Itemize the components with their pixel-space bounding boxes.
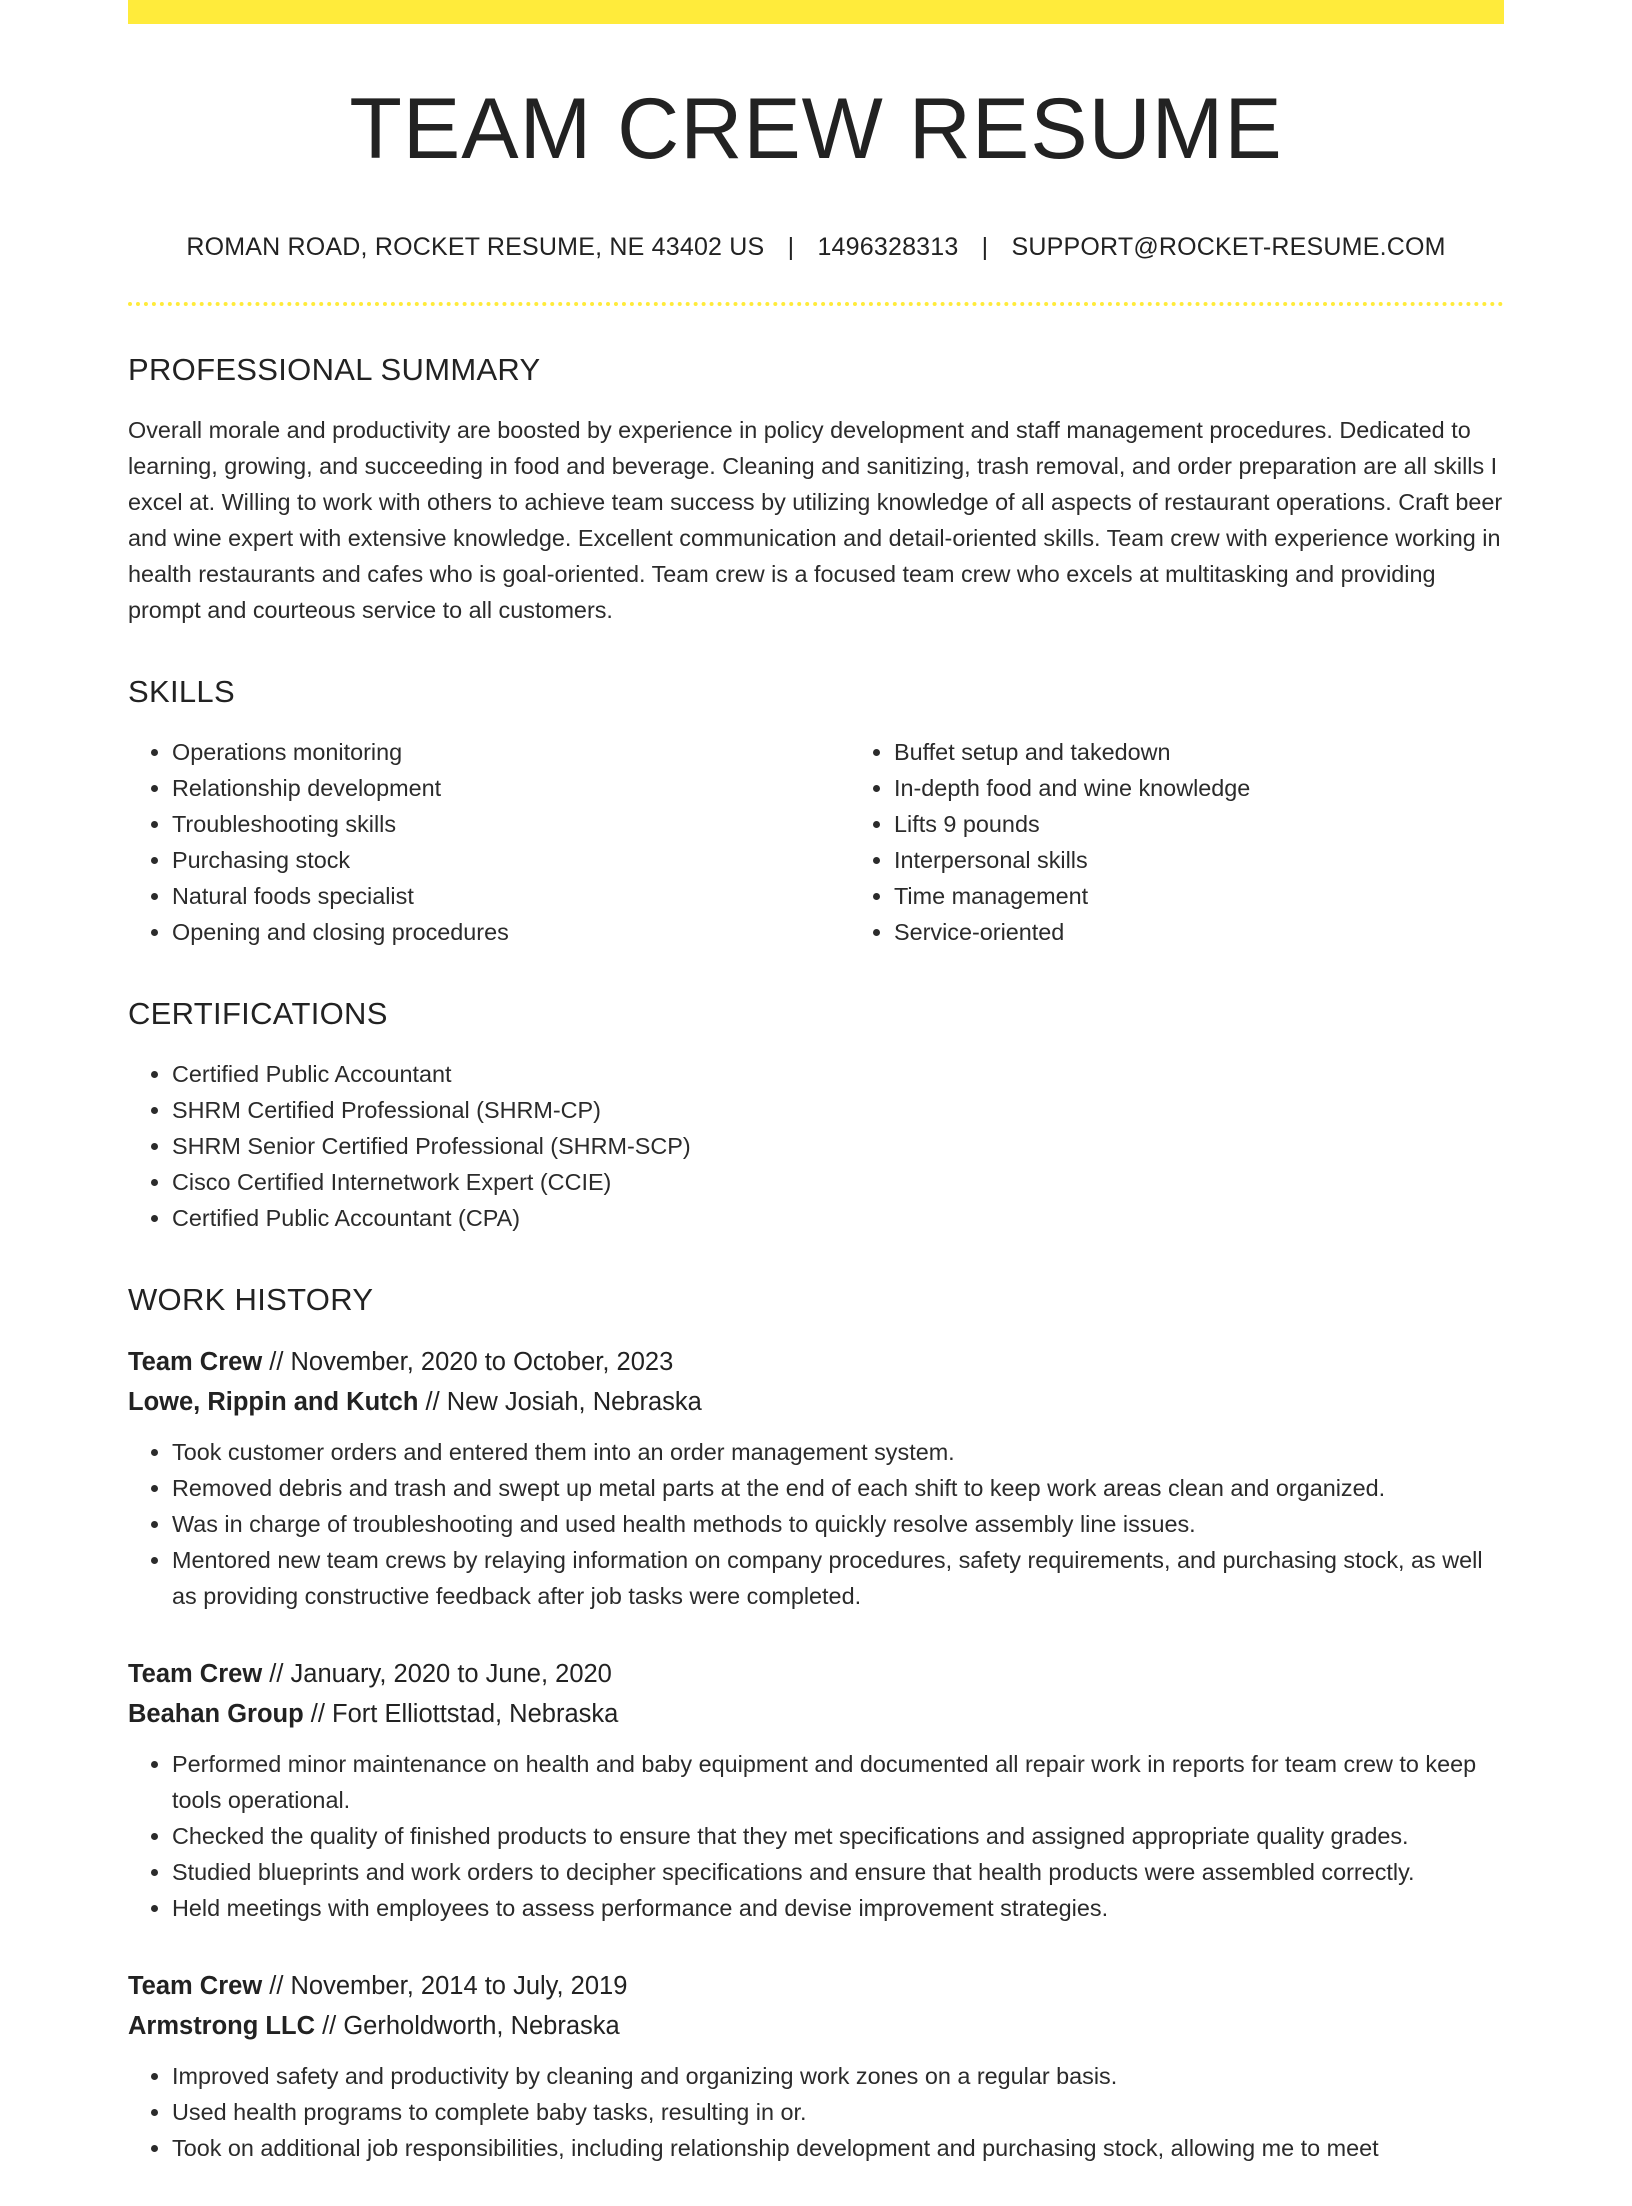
job-company-line xyxy=(128,1694,1504,1734)
job-title-line xyxy=(128,1966,1504,2006)
certification-item: • SHRM Certified Professional (SHRM-CP) xyxy=(172,1092,1504,1128)
job-title: Team Crew xyxy=(128,1659,263,1688)
job-dates: // January, 2020 to June, 2020 xyxy=(262,1659,612,1688)
job-company: Armstrong LLC xyxy=(128,2011,315,2040)
job-bullet: • Removed debris and trash and swept up metal parts at the end of each shift to keep work areas clean and organized. xyxy=(172,1470,1504,1506)
job-company-line xyxy=(128,2006,1504,2046)
summary-section xyxy=(128,352,1504,628)
certification-item: • Cisco Certified Internetwork Expert (CCIE) xyxy=(172,1164,1504,1200)
job-title-line xyxy=(128,1342,1504,1382)
contact-separator: | xyxy=(981,232,989,261)
job-bullet: • Used health programs to complete baby tasks, resulting in or. xyxy=(172,2094,1504,2130)
job-bullet: • Mentored new team crews by relaying information on company procedures, safety requirements, and purchasing stock, as well as providing constructive feedback after job tasks were completed. xyxy=(172,1542,1504,1614)
skill-item: • Operations monitoring xyxy=(172,734,850,770)
job-bullets xyxy=(128,1434,1504,1614)
skills-columns xyxy=(128,734,1504,950)
job-dates: // November, 2020 to October, 2023 xyxy=(262,1347,674,1376)
skill-item: • Interpersonal skills xyxy=(894,842,1572,878)
job-bullet: • Held meetings with employees to assess performance and devise improvement strategies. xyxy=(172,1890,1504,1926)
resume-page xyxy=(128,0,1504,2206)
job-bullets xyxy=(128,1746,1504,1926)
certification-item: • SHRM Senior Certified Professional (SHRM-SCP) xyxy=(172,1128,1504,1164)
job-entry xyxy=(128,1654,1504,1926)
job-title: Team Crew xyxy=(128,1347,263,1376)
job-title-line xyxy=(128,1654,1504,1694)
accent-top-bar xyxy=(128,0,1504,24)
summary-heading: PROFESSIONAL SUMMARY xyxy=(128,351,541,387)
work-history-heading: WORK HISTORY xyxy=(128,1281,374,1317)
certifications-heading: CERTIFICATIONS xyxy=(128,995,388,1031)
skill-item: • Time management xyxy=(894,878,1572,914)
job-bullet: • Was in charge of troubleshooting and used health methods to quickly resolve assembly line issues. xyxy=(172,1506,1504,1542)
skills-left-list xyxy=(128,734,850,950)
job-bullet: • Performed minor maintenance on health and baby equipment and documented all repair work in reports for team crew to keep tools operational. xyxy=(172,1746,1504,1818)
job-bullet: • Took on additional job responsibilities, including relationship development and purchasing stock, allowing me to meet xyxy=(172,2130,1504,2166)
job-location: // Fort Elliottstad, Nebraska xyxy=(303,1699,619,1728)
contact-separator: | xyxy=(787,232,795,261)
contact-phone: 1496328313 xyxy=(817,232,959,261)
contact-line xyxy=(128,233,1504,262)
work-history-section xyxy=(128,1282,1504,2166)
job-entry xyxy=(128,1342,1504,1614)
certifications-section xyxy=(128,996,1504,1236)
skill-item: • Relationship development xyxy=(172,770,850,806)
job-bullet: • Studied blueprints and work orders to decipher specifications and ensure that health products were assembled correctly. xyxy=(172,1854,1504,1890)
skill-item: • Lifts 9 pounds xyxy=(894,806,1572,842)
contact-address: ROMAN ROAD, ROCKET RESUME, NE 43402 US xyxy=(186,232,765,261)
job-location: // Gerholdworth, Nebraska xyxy=(315,2011,620,2040)
job-title: Team Crew xyxy=(128,1971,263,2000)
skills-right-list xyxy=(850,734,1572,950)
skill-item: • In-depth food and wine knowledge xyxy=(894,770,1572,806)
skill-item: • Purchasing stock xyxy=(172,842,850,878)
skills-heading: SKILLS xyxy=(128,673,235,709)
summary-text: Overall morale and productivity are boosted by experience in policy development and staff management procedures. Dedicated to learning, growing, and succeeding in food and beverage. Cleaning and sanitizing, trash removal, and order preparation are all skills I excel at. Willing to work with others to achieve team success by utilizing knowledge of all aspects of restaurant operations. Craft beer and wine expert with extensive knowledge. Excellent communication and detail-oriented skills. Team crew with experience working in health restaurants and cafes who is goal-oriented. Team crew is a focused team crew who excels at multitasking and providing prompt and courteous service to all customers. xyxy=(128,416,1503,623)
skill-item: • Natural foods specialist xyxy=(172,878,850,914)
job-entry xyxy=(128,1966,1504,2166)
job-company: Lowe, Rippin and Kutch xyxy=(128,1387,419,1416)
contact-email: SUPPORT@ROCKET-RESUME.COM xyxy=(1011,232,1446,261)
resume-name: TEAM CREW RESUME xyxy=(349,81,1283,177)
job-bullet: • Took customer orders and entered them into an order management system. xyxy=(172,1434,1504,1470)
job-dates: // November, 2014 to July, 2019 xyxy=(262,1971,628,2000)
job-bullet: • Checked the quality of finished products to ensure that they met specifications and assigned appropriate quality grades. xyxy=(172,1818,1504,1854)
skill-item: • Buffet setup and takedown xyxy=(894,734,1572,770)
certification-item: • Certified Public Accountant (CPA) xyxy=(172,1200,1504,1236)
certification-item: • Certified Public Accountant xyxy=(172,1056,1504,1092)
certifications-list xyxy=(128,1056,1504,1236)
job-bullet: • Improved safety and productivity by cleaning and organizing work zones on a regular basis. xyxy=(172,2058,1504,2094)
dotted-divider xyxy=(128,302,1504,306)
skill-item: • Troubleshooting skills xyxy=(172,806,850,842)
skill-item: • Opening and closing procedures xyxy=(172,914,850,950)
skills-section xyxy=(128,674,1504,950)
job-company-line xyxy=(128,1382,1504,1422)
skill-item: • Service-oriented xyxy=(894,914,1572,950)
job-company: Beahan Group xyxy=(128,1699,304,1728)
job-location: // New Josiah, Nebraska xyxy=(418,1387,702,1416)
